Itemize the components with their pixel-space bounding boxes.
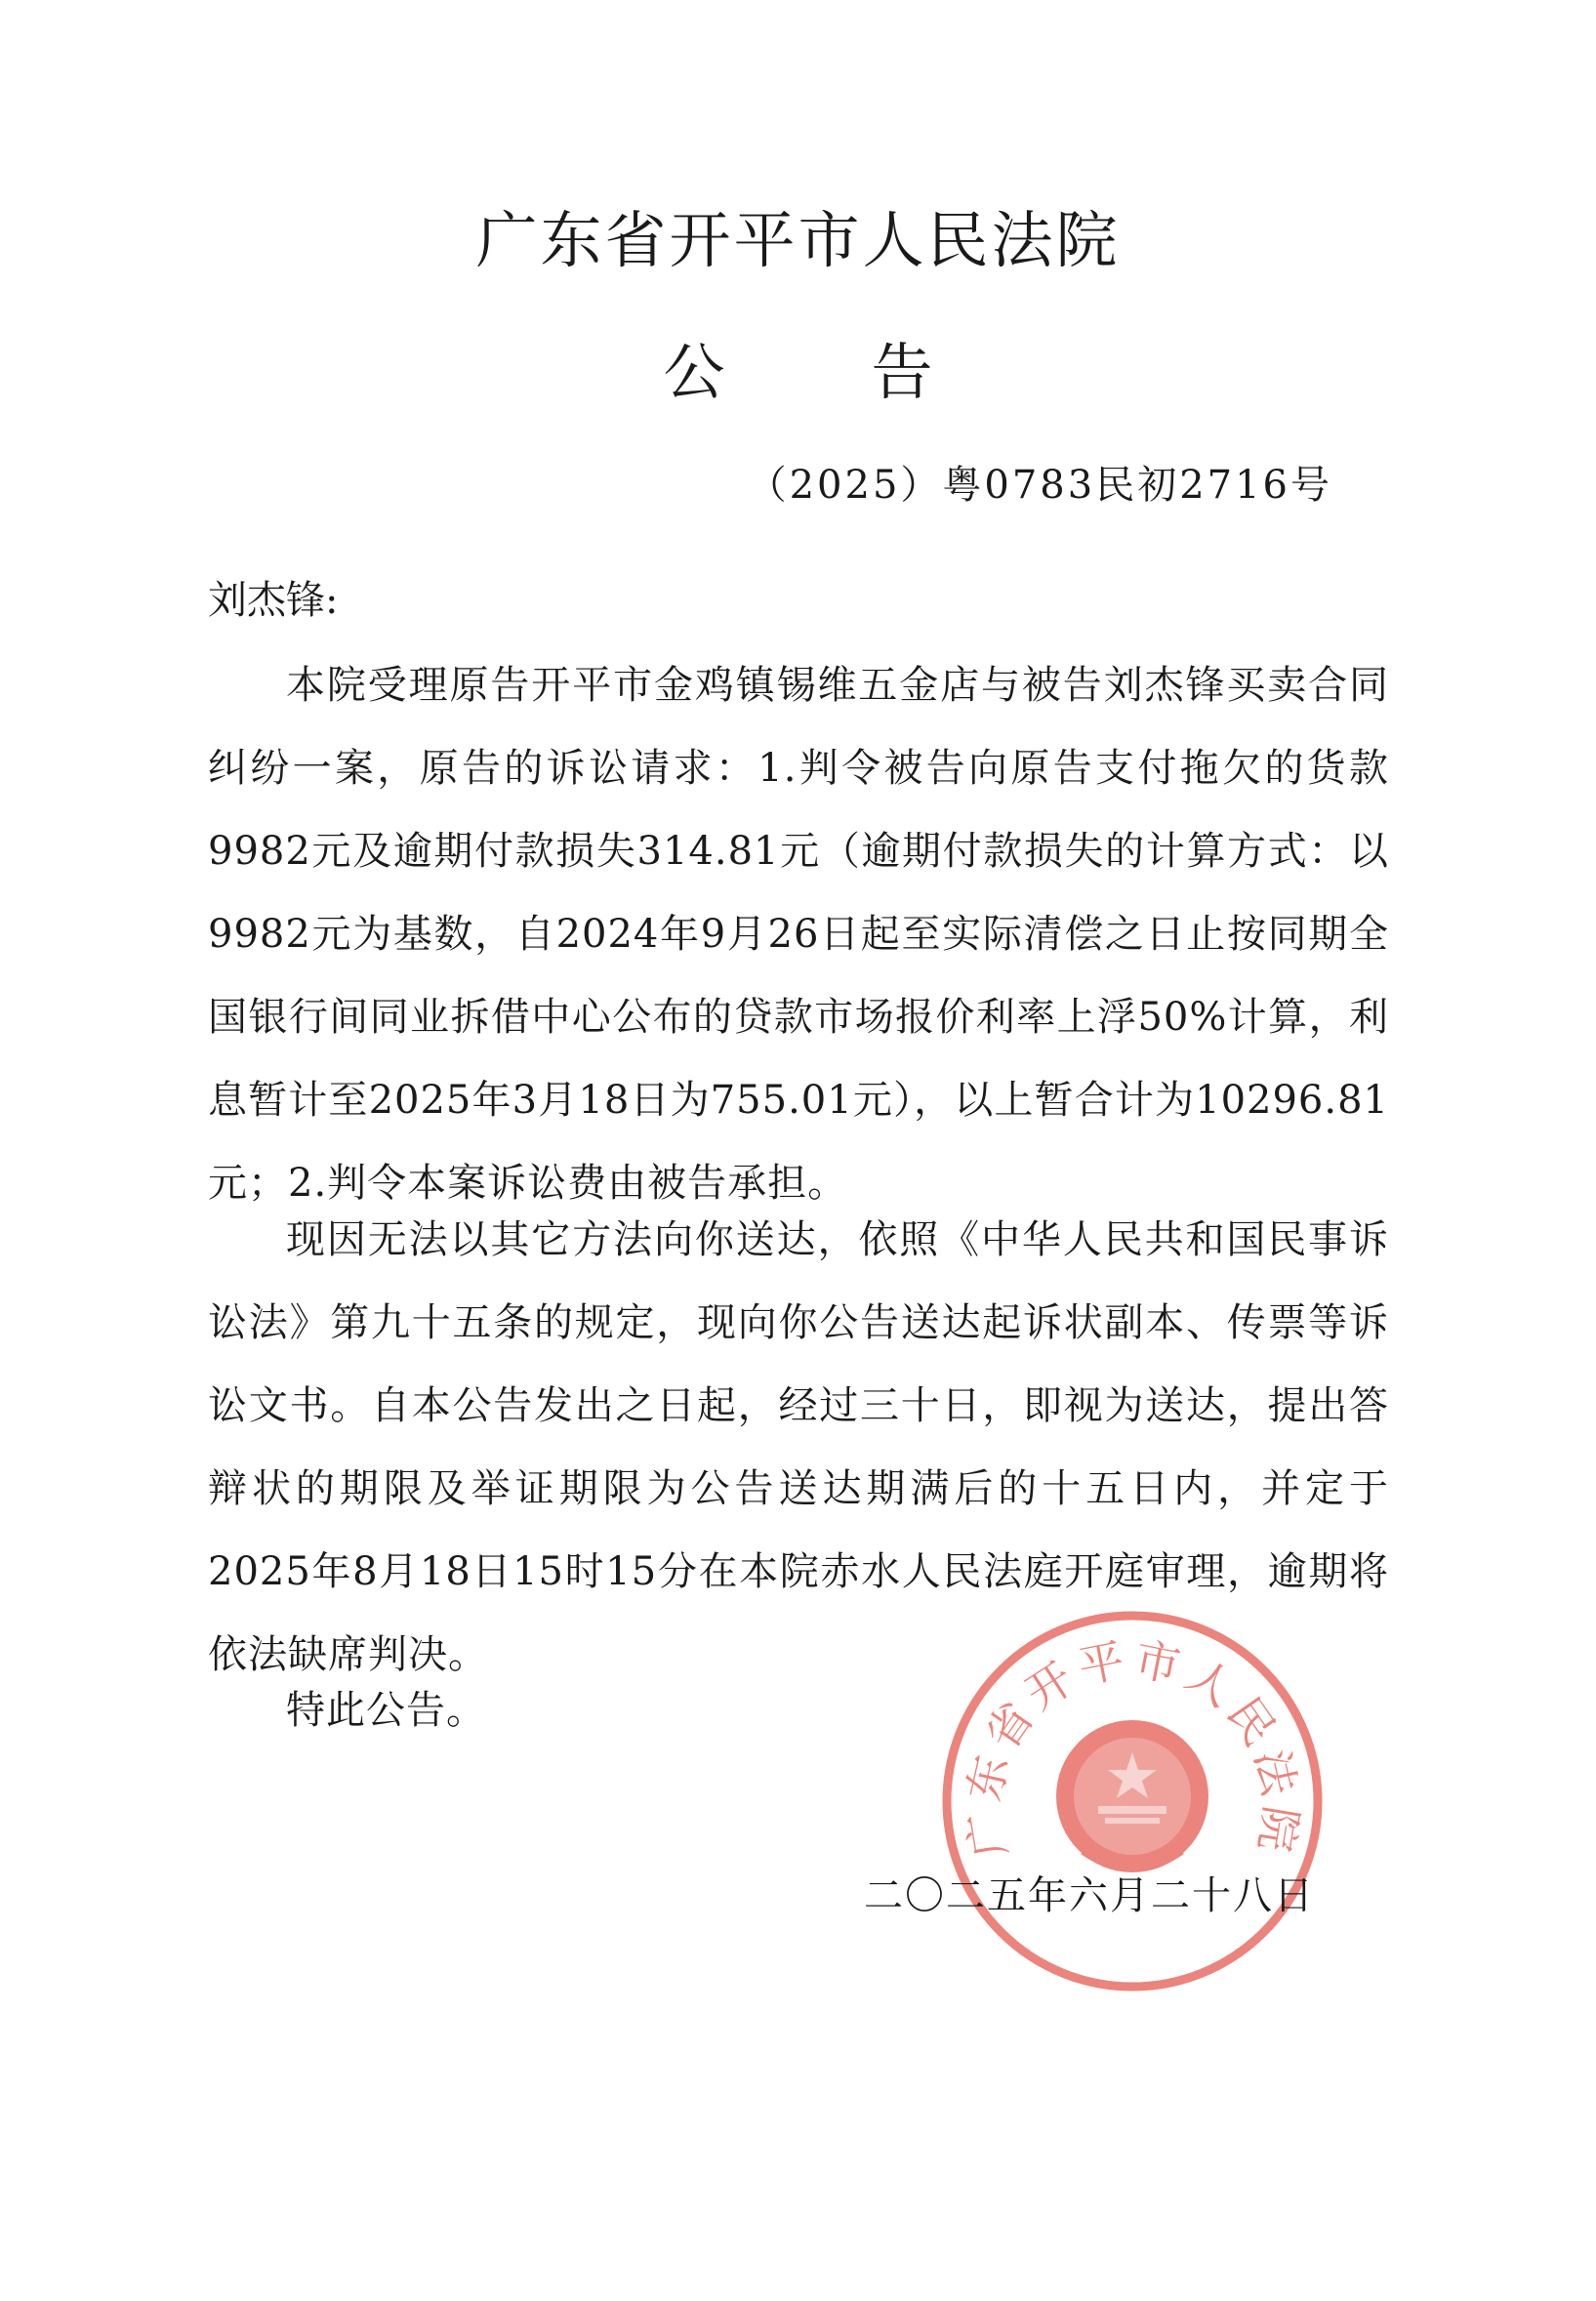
notice-title-char-2: 告 [871,337,933,408]
notice-title-char-1: 公 [663,337,725,408]
closing-paragraph: 特此公告。 [286,1688,486,1733]
court-name: 广东省开平市人民法院 [475,205,1121,276]
service-paragraph: 现因无法以其它方法向你送达，依照《中华人民共和国民事诉讼法》第九十五条的规定，现向你公告送达起诉状副本、传票等诉讼文书。自本公告发出之日起，经过三十日，即视为送达，提出答辩状的期限及举证期限为公告送达期满后的十五日内，并定于2025年8月18日15时15分在本院赤水人民法庭开庭审理，逾期将依法缺席判决。 [208,1217,1389,1677]
court-seal-stamp [937,1606,1328,1996]
seal-text: 广东省开平市人民法院 [957,1632,1308,1862]
case-number: （2025）粤0783民初2716号 [747,463,1332,508]
claims-paragraph: 本院受理原告开平市金鸡镇锡维五金店与被告刘杰锋买卖合同纠纷一案，原告的诉讼请求：1.判令被告向原告支付拖欠的货款9982元及逾期付款损失314.81元（逾期付款损失的计算方式：以9982元为基数，自2024年9月26日起至实际清偿之日止按同期全国银行间同业拆借中心公布的贷款市场报价利率上浮50%计算，利息暂计至2025年3月18日为755.01元），以上暂合计为10296.81元；2.判令本案诉讼费由被告承担。 [208,663,1389,1206]
issue-date: 二〇二五年六月二十八日 [864,1873,1315,1918]
national-emblem-icon [1056,1720,1208,1872]
claims-section [208,644,1389,1225]
addressee: 刘杰锋: [208,578,339,623]
notice-title [0,337,1596,408]
